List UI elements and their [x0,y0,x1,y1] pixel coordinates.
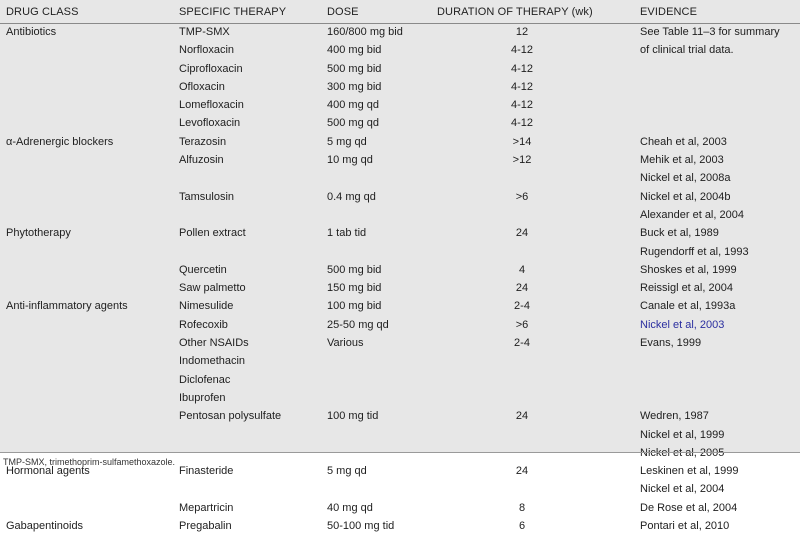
therapy-cell: Terazosin [179,135,227,148]
table-row [0,280,800,298]
evidence-cell: Nickel et al, 2008a [640,172,731,185]
table-footnote: TMP-SMX, trimethoprim-sulfamethoxazole. [3,457,176,467]
duration-cell: 4-12 [510,62,534,75]
evidence-cell: Shoskes et al, 1999 [640,263,737,276]
table-row [0,262,800,280]
header-drug-class: DRUG CLASS [6,6,79,18]
table-row [0,189,800,207]
dose-cell: 500 mg bid [327,62,382,75]
evidence-cell: See Table 11–3 for summary [640,26,780,38]
therapy-cell: Tamsulosin [179,190,235,203]
evidence-cell: Alexander et al, 2004 [640,208,744,221]
duration-cell: >6 [515,318,529,331]
therapy-cell: Finasteride [179,465,234,478]
duration-cell: 4-12 [510,44,534,57]
table-row [0,24,800,42]
dose-cell: 500 mg qd [327,117,379,130]
evidence-cell: De Rose et al, 2004 [640,501,738,514]
table-row [0,244,800,262]
evidence-cell: Pontari et al, 2010 [640,520,730,533]
therapy-cell: Alfuzosin [179,154,224,167]
therapy-cell: TMP-SMX [179,26,230,38]
table-row [0,225,800,243]
table-row [0,390,800,408]
header-duration: DURATION OF THERAPY (wk) [437,6,593,18]
therapy-cell: Indomethacin [179,355,246,368]
duration-cell: >12 [512,154,532,167]
table-row [0,481,800,499]
dose-cell: 5 mg qd [327,135,367,148]
table-row [0,115,800,133]
table-row [0,427,800,445]
duration-cell: 24 [515,282,529,295]
dose-cell: 160/800 mg bid [327,26,403,38]
therapy-cell: Saw palmetto [179,282,246,295]
evidence-cell: Cheah et al, 2003 [640,135,727,148]
table-row [0,372,800,390]
table-row [0,353,800,371]
evidence-cell: Rugendorff et al, 1993 [640,245,749,258]
dose-cell: 500 mg bid [327,263,382,276]
table-row [0,298,800,316]
duration-cell: 24 [515,227,529,240]
dose-cell: 10 mg qd [327,154,373,167]
dose-cell: 150 mg bid [327,282,382,295]
duration-cell: 24 [515,410,529,423]
therapy-cell: Ciprofloxacin [179,62,243,75]
duration-cell: >14 [512,135,532,148]
table-row [0,79,800,97]
table-row [0,500,800,518]
table-row [0,42,800,60]
therapy-cell: Nimesulide [179,300,234,313]
evidence-cell: Evans, 1999 [640,337,702,350]
table-row [0,152,800,170]
duration-cell: 4-12 [510,99,534,112]
header-evidence: EVIDENCE [640,6,698,18]
evidence-cell: Nickel et al, 2004 [640,483,725,496]
header-specific-therapy: SPECIFIC THERAPY [179,6,287,18]
dose-cell: 100 mg bid [327,300,382,313]
therapy-cell: Quercetin [179,263,227,276]
dose-cell: 5 mg qd [327,465,367,478]
table-row [0,317,800,335]
drug-class-cell: Hormonal agents [6,465,90,478]
duration-cell: 2-4 [514,300,530,313]
table-bottom-rule [0,452,800,453]
therapy-cell: Pregabalin [179,520,232,533]
duration-cell: 4 [518,263,526,276]
therapy-cell: Norfloxacin [179,44,235,57]
table-row [0,97,800,115]
evidence-cell: Wedren, 1987 [640,410,709,423]
dose-cell: 300 mg bid [327,80,382,93]
dose-cell: 40 mg qd [327,501,373,514]
evidence-cell: Nickel et al, 2004b [640,190,731,203]
duration-cell: 2-4 [514,337,530,350]
duration-cell: 4-12 [510,117,534,130]
drug-class-cell: α-Adrenergic blockers [6,135,114,148]
table-row [0,134,800,152]
dose-cell: 400 mg qd [327,99,379,112]
duration-cell: 6 [518,520,526,533]
table-row [0,61,800,79]
table-row [0,170,800,188]
therapy-cell: Ibuprofen [179,391,226,404]
therapy-cell: Levofloxacin [179,117,241,130]
dose-cell: 50-100 mg tid [327,520,395,533]
table-row [0,207,800,225]
duration-cell: 24 [515,465,529,478]
evidence-cell: Canale et al, 1993a [640,300,736,313]
drug-class-cell: Gabapentinoids [6,520,84,533]
evidence-cell: Nickel et al, 1999 [640,428,725,441]
evidence-cell[interactable]: Nickel et al, 2003 [640,318,725,331]
duration-cell: 4-12 [510,80,534,93]
drug-class-cell: Anti-inflammatory agents [6,300,128,313]
therapy-cell: Ofloxacin [179,80,225,93]
table-row [0,335,800,353]
evidence-cell: Leskinen et al, 1999 [640,465,739,478]
therapy-cell: Other NSAIDs [179,337,249,350]
dose-cell: 1 tab tid [327,227,367,240]
dose-cell: 25-50 mg qd [327,318,389,331]
therapy-cell: Rofecoxib [179,318,228,331]
dose-cell: 0.4 mg qd [327,190,376,203]
table-header-row [0,0,800,24]
therapy-cell: Pentosan polysulfate [179,410,282,423]
table-row [0,518,800,536]
therapy-cell: Lomefloxacin [179,99,244,112]
evidence-cell: Reissigl et al, 2004 [640,282,733,295]
header-dose: DOSE [327,6,359,18]
duration-cell: 12 [515,26,529,38]
dose-cell: Various [327,337,364,350]
evidence-cell: of clinical trial data. [640,44,734,57]
dose-cell: 100 mg tid [327,410,379,423]
table-row [0,408,800,426]
evidence-cell: Buck et al, 1989 [640,227,719,240]
evidence-cell: Mehik et al, 2003 [640,154,724,167]
duration-cell: 8 [518,501,526,514]
therapy-cell: Diclofenac [179,373,231,386]
duration-cell: >6 [515,190,529,203]
dose-cell: 400 mg bid [327,44,382,57]
drug-class-cell: Antibiotics [6,26,57,38]
therapy-cell: Pollen extract [179,227,246,240]
drug-class-cell: Phytotherapy [6,227,71,240]
therapy-cell: Mepartricin [179,501,234,514]
